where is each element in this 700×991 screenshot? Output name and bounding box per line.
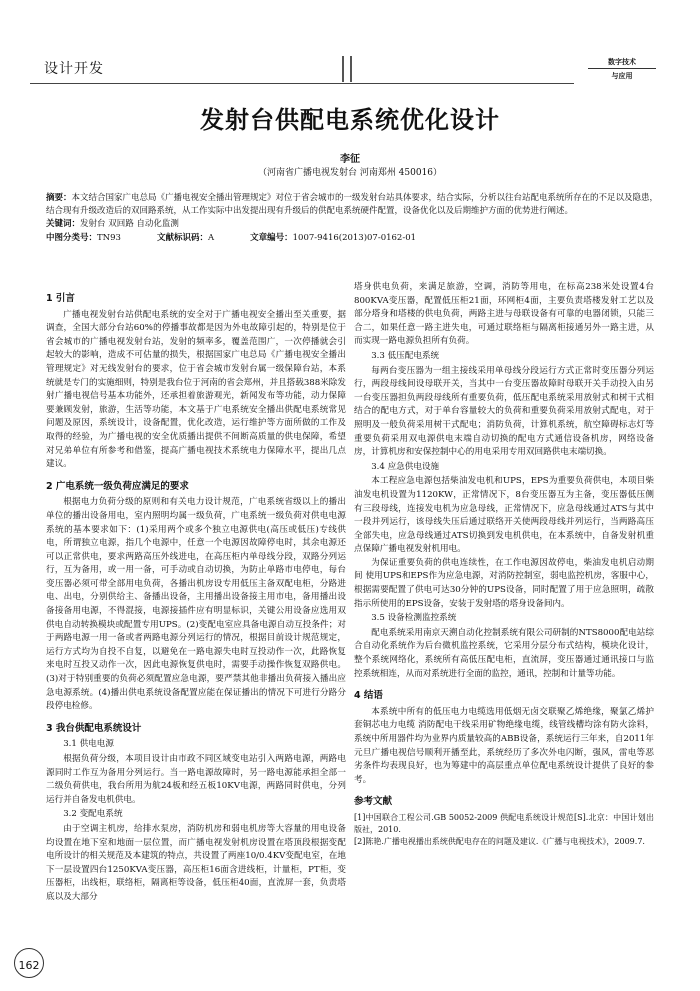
header-rule [30,83,574,84]
body-paragraph: 每两台变压器为一组主接线采用单母线分段运行方式正常时变压器分列运行，两段母线间设母联开关，当其中一台变压器故障时母联开关手动投入由另一台变压器担负两段母线所有重要负荷，低压配电系统采用放射式和树干式相结合的配电方式，对于单台容量较大的负荷和重要负荷采用放射式配电，对于照明及一般负荷采用树干式配电；消防负荷，计算机系统，航空障碍标志灯等重要负荷采用双电源供电末端自动切换的配电方式通信设备机房，网络设备房，计算机房和安保控制中心的用电采用专用双回路供电末端切换。 [354,365,654,458]
keywords-line [46,218,660,231]
abstract-block [46,192,660,245]
body-paragraph: 为保证重要负荷的供电连续性，在工作电源因故停电，柴油发电机启动期间 使用UPS和EPS作为应急电源，对消防控制室，弱电监控机房，客服中心，根据需要配置了供电可达30分钟的UPS设备，同时配置了用于应急照明，疏散指示所使用的EPS设备，安装于发射塔的塔身设备间内。 [354,557,654,609]
logo-separator [588,68,656,69]
section-heading: 2 广电系统一级负荷应满足的要求 [46,480,189,492]
keywords-label: 关键词： [46,219,81,229]
abstract-paragraph [46,192,660,218]
reference-list [354,812,654,848]
doc-code: 文献标识码：A [156,233,215,243]
article-title: 发射台供配电系统优化设计 [200,106,500,134]
body-paragraph: 广播电视发射台站供配电系统的安全对于广播电视安全播出至关重要，据调查，全国大部分台站60%的停播事故都是因为外电故障引起的，特别是位于省会城市的广播电视发射台站，发射的频率多，覆盖范围广，一次停播就会引起较大的影响，造成不可估量的损失，根据国家广电总局《广播电视安全播出管理规定》对无线发射台的要求，位于省会城市发射台属一级保障台站，本系统就是专门的实施细则，特别是我台位于河南的省会郑州，并且搭载388米除发射广播电视信号基本功能外，还承担着旅游观光，新闻发布等功能，动力保障要兼顾发射，旅游，生活等功能，本文基于广电系统安全播出供配电系统常见问题及原因，系统设计，设备配置，优化改造，运行维护等方面所做的工作及取得的经验，为广播电视的安全优质播出提供不间断高质量的供电保障，希望对兄弟单位有所参考和借鉴，提高广播电视技术系统电力保障水平，提出几点建议。 [46,309,346,470]
reference-item: [2]陈艳.广播电视播出系统供配电存在的问题及建议.《广播与电视技术》，2009.7. [354,836,645,846]
article-number: 文章编号：1007-9416(2013)07-0162-01 [250,233,417,243]
left-column [46,284,346,905]
section-heading: 3 我台供配电系统设计 [46,722,142,734]
subsection-heading: 3.3 低压配电系统 [371,350,440,361]
references-heading: 参考文献 [354,796,393,808]
abstract-label: 摘要： [46,193,72,203]
subsection-heading: 3.4 应急供电设施 [371,461,440,472]
subsection-heading: 3.2 变配电系统 [63,809,123,820]
classification-line [46,232,660,245]
keywords-text: 发射台 双回路 自动化监测 [80,219,179,229]
clc-code: 中图分类号：TN93 [46,233,121,243]
right-column [354,281,654,848]
page-number: 162 [18,959,40,972]
header-divider-mark [350,56,352,82]
abstract-text: 本文结合国家广电总局《广播电视安全播出管理规定》对位于省会城市的一级发射台站具体要求，结合实际，分析以往台站配电系统所存在的不足以及隐患，结合现有升级改造后的双回路系统，从工作实际中出发提出现有升级后的供配电系统硬件配置，设备优化以及后期维护方面的优势进行阐述。 [46,193,659,216]
reference-item: [1]中国联合工程公司.GB 50052-2009 供配电系统设计规范[S].北京：中国计划出版社，2010. [354,812,654,834]
body-paragraph: 由于空调主机房，给排水泵房，消防机房和弱电机房等大容量的用电设备均设置在地下室和地面一层位置，而广播电视发射机房设置在塔顶段根据变配电所设计的相关规范及本建筑的特点，共设置了两座10/0.4KV变配电室，在地下一层设置四台1250KVA变压器，高压柜16面含进线柜，计量柜，PT柜，变压器柜，出线柜，联络柜，隔离柜等设备，低压柜40面，直流屏一套，负责塔底以及大部分 [46,823,346,902]
page-header [30,56,680,84]
page-number-badge [14,948,44,978]
subsection-heading: 3.1 供电电源 [63,739,114,750]
logo-bottom-text: 与应用 [611,71,633,80]
author-affiliation: （河南省广播电视发射台 河南郑州 450016） [257,168,443,178]
body-paragraph: 根据负荷分级，本项目设计由市政不同区域变电站引入两路电源，两路电源同时工作互为备用分列运行。当一路电源故障时，另一路电源能承担全部一 二级负荷供电，我台所用为航24板和经五板10KV电源，两路同时供电，分列运行并自备发电机供电。 [46,754,346,805]
body-paragraph: 根据电力负荷分级的原则和有关电力设计规范，广电系统省级以上的播出单位的播出设备用电，室内照明均属一级负荷，广电系统一级负荷对供电电源系统的基本要求如下：(1)采用两个或多个独立电源供电(高压或低压)专线供电，所谓独立电源，指几个电源中，任意一个电源因故障停电时，其余电源还可以正常供电，要求两路高压外线进电，在高压柜内单母线分段，双路分列运行，互为备用，或一用一备，可手动或自动切换，为防止单路市电停电，每台变压器必须可带全部用电负荷，各播出机房设专用低压主备双配电柜，分路进电、出电，分别供给主、备播出设备，主用播出设备接主用市电，备用播出设备接备用电源，不得混接，电源接插件应有明显标识，关键公用设备应选用双供电自动转换模块或配置专用UPS。(2)变配电室应具备电源自动互投条件；对于两路电源一用一备或者两路电源分列运行的情况，根据目前设计规范规定，运行方式均为自投不自复，以避免在一路电源失电时互投动作一次，此路恢复来电时互投又动作一次，因此电源恢复供电时，需要手动操作恢复双路供电。(3)对于特别重要的负荷必须配置应急电源，要严禁其他非播出负荷接入播出应急电源系统。(4)播出供电系统设备配置应能在保证播出的情况下可进行分路分段停电检修。 [46,497,346,712]
subsection-heading: 3.5 设备检测监控系统 [371,613,457,624]
header-divider-mark [342,56,344,82]
section-heading: 4 结语 [354,690,383,702]
journal-logo [582,56,662,84]
body-paragraph: 配电系统采用南京天溯自动化控制系统有限公司研制的NTS8000配电站综合自动化系统作为后台微机监控系统，它采用分层分布式结构，模块化设计，整个系统网络化，系统所有高低压配电柜，直流屏，变压器通过通讯接口与监控系统相连，从而对系统进行全面的监控，通讯，控制和计量等功能。 [354,627,654,679]
section-label: 设计开发 [44,61,104,77]
body-paragraph: 塔身供电负荷，来满足旅游，空调，消防等用电，在标高238米处设置4台800KVA变压器，配置低压柜21面，环网柜4面，主要负责塔楼发射工艺以及部分塔身和塔楼的供电负荷，两路主进与母联设备有可靠的电器闭锁，只能三合二，如果任意一路主进失电，可通过联络柜与隔离柜接通另外一路主进，从而实现一路电源负担所有负荷。 [354,282,654,347]
body-paragraph: 本工程应急电源包括柴油发电机和UPS，EPS为重要负荷供电，本项目柴油发电机设置为1120KW，正常情况下，8台变压器互为主备，变压器低压侧有三段母线，连接发电机为应急母线，正常情况下，应急母线通过ATS与其中一段并列运行，该母线失压后通过联络开关使两段母线并列运行，当两路高压全部失电，应急母线通过ATS切换到发电机供电，在本系统中，自备发射机重点保障广播电视发射机用电。 [354,476,654,555]
logo-top-text: 数字技术 [608,57,636,66]
author-name: 李征 [340,154,360,165]
body-paragraph: 本系统中所有的低压电力电缆选用低烟无卤交联聚乙烯绝缘，聚氯乙烯护套铜芯电力电缆 消防配电干线采用矿物绝缘电缆，线管线槽均涂有防火涂料，系统中所用器件均为业界内质量较高的ABB设备，系统运行三年来，自2011年元旦广播电视信号顺利开播至此，系统经历了多次外电闪断，强风，雷电等恶劣条件均表现良好，也为筹建中的高层重点单位配电系统设计提供了良好的参考。 [354,706,654,785]
section-heading: 1 引言 [46,293,75,304]
